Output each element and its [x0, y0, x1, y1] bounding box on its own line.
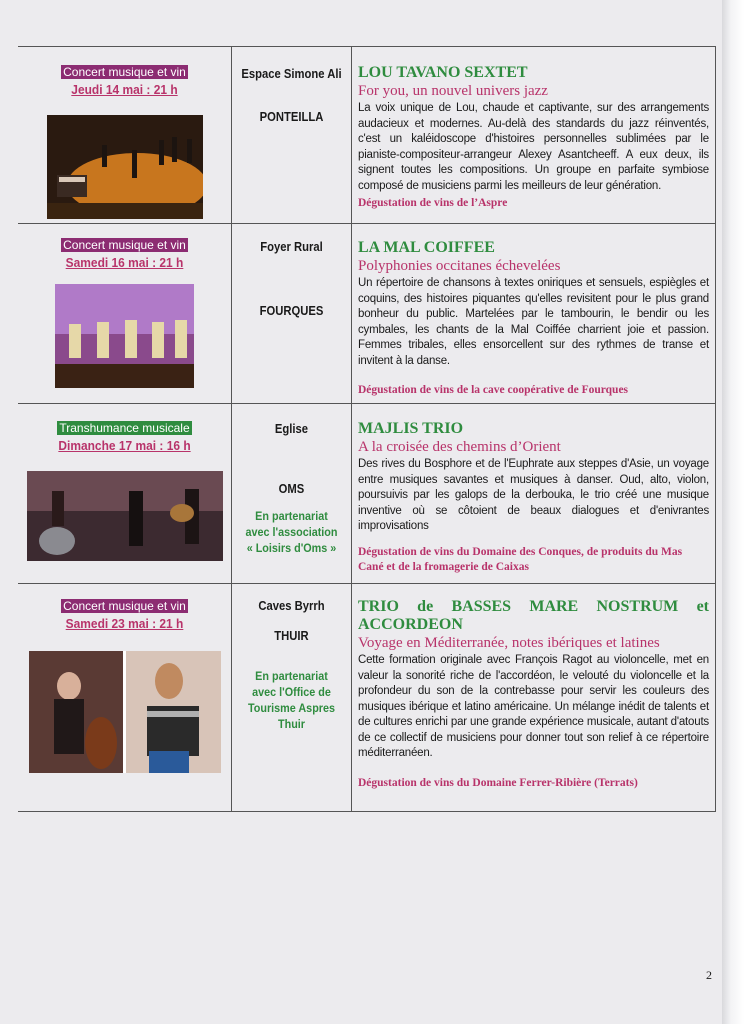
event-details-cell: [352, 47, 716, 224]
venue-town: OMS: [278, 482, 305, 496]
event-tasting: Dégustation de vins du Domaine des Conques, de produits du Mas Cané et de la fromagerie de Caixas: [358, 545, 683, 573]
event-subtitle: A la croisée des chemins d’Orient: [358, 439, 561, 455]
event-photo: [29, 651, 221, 773]
event-tag: Concert musique et vin: [63, 238, 186, 252]
event-tasting: Dégustation de vins de l’Aspre: [358, 197, 508, 209]
event-subtitle: Polyphonies occitanes échevelées: [358, 258, 561, 274]
venue-town: PONTEILLA: [259, 110, 324, 124]
event-tag: Concert musique et vin: [63, 65, 186, 79]
event-subtitle: Voyage en Méditerranée, notes ibériques et latines: [358, 635, 660, 651]
event-date: Jeudi 14 mai : 21 h: [71, 82, 178, 97]
venue-cell: [232, 224, 352, 404]
event-row: [18, 584, 716, 812]
event-header-cell: [18, 584, 232, 812]
venue-town: THUIR: [274, 629, 309, 643]
event-date: Dimanche 17 mai : 16 h: [58, 438, 191, 453]
page-edge: [722, 0, 744, 1024]
event-details-cell: [352, 224, 716, 404]
event-photo: [47, 115, 203, 219]
venue-name: Espace Simone Ali: [241, 67, 342, 81]
event-tasting: Dégustation de vins de la cave coopérative de Fourques: [358, 384, 629, 396]
event-subtitle: For you, un nouvel univers jazz: [358, 83, 548, 99]
venue-town: FOURQUES: [259, 304, 324, 318]
event-details-cell: [352, 584, 716, 812]
event-photo: [55, 284, 194, 388]
venue-cell: [232, 584, 352, 812]
venue-cell: [232, 47, 352, 224]
venue-name: Foyer Rural: [260, 240, 323, 254]
event-title: LOU TAVANO SEXTET: [358, 64, 528, 81]
venue-cell: [232, 404, 352, 584]
event-description: Cette formation originale avec François Ragot au violoncelle, met en valeur la sonorité riche de l'accordéon, le velouté du violoncelle et la profondeur du son de la contrebasse pour servir les couleurs des musiques ibérique et latino américaine. Un mélange inédit de talents et de cultures enrichi par une grande expérience musicale, autant d'atouts de ce collectif de musiciens pour donner tout son relief à ce répertoire méditerranéen.: [358, 654, 709, 759]
event-description: Un répertoire de chansons à textes oniriques et sensuels, espiègles et coquins, des histoires piquantes qu'elles revisitent pour le plus grand bonheur du public. Martelées par le tambourin, le bendir ou les cymbales, les chants de la Mal Coiffée charrient joie et passion. Femmes tribales, elles ensorcellent sur des rythmes de transe et invitent à la danse.: [358, 277, 709, 367]
event-date: Samedi 23 mai : 21 h: [65, 616, 184, 631]
event-tag: Transhumance musicale: [59, 421, 190, 435]
page-number: 2: [706, 968, 712, 982]
venue-partner: En partenariat avec l'association « Loisirs d'Oms »: [245, 509, 338, 555]
venue-partner: En partenariat avec l'Office de Tourisme Aspres Thuir: [247, 669, 336, 731]
event-row: [18, 224, 716, 404]
event-title: TRIO de BASSES MARE NOSTRUM et ACCORDEON: [358, 598, 709, 633]
event-row: [18, 404, 716, 584]
event-description: Des rives du Bosphore et de l'Euphrate aux steppes d'Asie, un voyage entre musiques savantes et musiques à danser. Oud, alto, violon, poursuivis par les galops de la derbouka, le trio créé une musique inventive où se côtoient de beaux dialogues et d'enivrantes improvisations: [358, 458, 709, 532]
event-description: La voix unique de Lou, chaude et captivante, sur des arrangements audacieux et modernes. Au-delà des standards du jazz réinventés, c'est un kaléidoscope d'histoires personnelles sublimées par le pianiste-compositeur-arrangeur Alexey Asantcheeff. A eux deux, ils signent toutes les compositions. Un groupe en parfaite symbiose composé de musiciens parmi les meilleurs de leur génération.: [358, 102, 709, 192]
event-date: Samedi 16 mai : 21 h: [65, 255, 184, 270]
event-header-cell: [18, 224, 232, 404]
event-tag: Concert musique et vin: [63, 599, 186, 613]
event-photo: [27, 471, 223, 561]
venue-name: Caves Byrrh: [258, 599, 325, 613]
venue-name: Eglise: [274, 422, 309, 436]
event-details-cell: [352, 404, 716, 584]
event-header-cell: [18, 404, 232, 584]
event-title: MAJLIS TRIO: [358, 420, 464, 437]
event-row: [18, 47, 716, 224]
event-tasting: Dégustation de vins du Domaine Ferrer-Ribière (Terrats): [358, 776, 638, 789]
event-header-cell: [18, 47, 232, 224]
program-table: [18, 46, 716, 812]
event-title: LA MAL COIFFEE: [358, 239, 495, 256]
